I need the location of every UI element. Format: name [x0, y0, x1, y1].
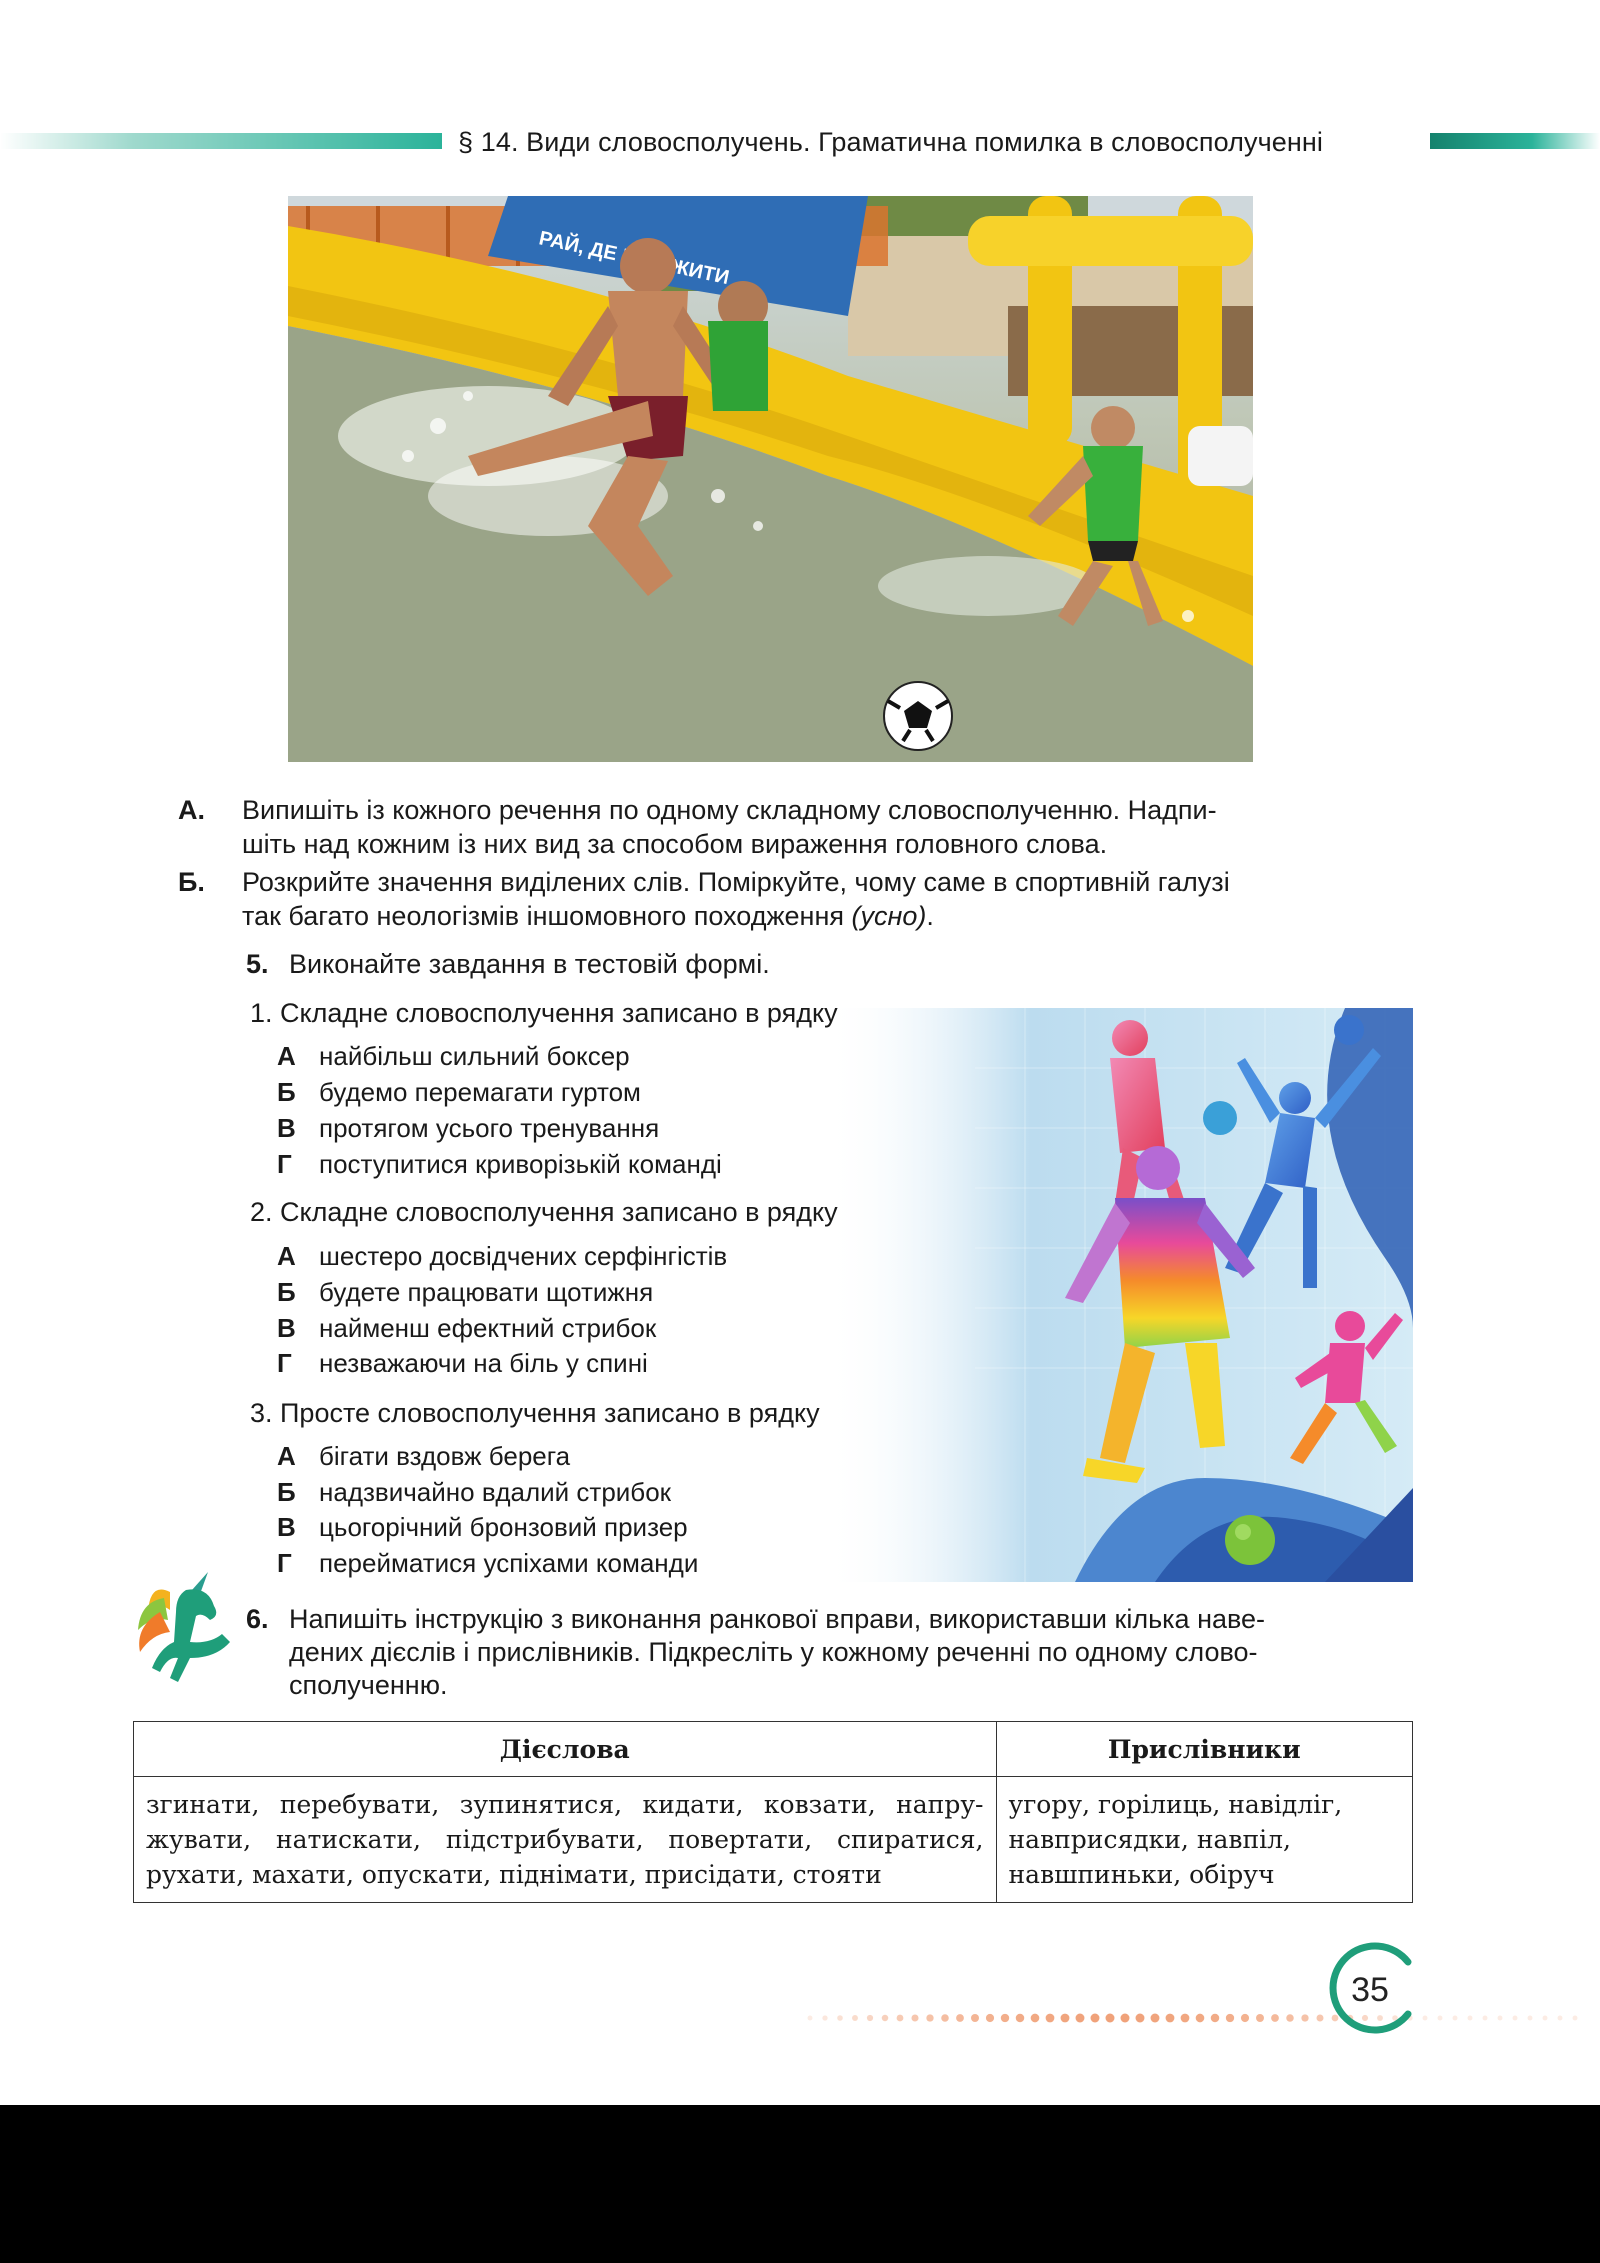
- footer-dot: [852, 2015, 858, 2021]
- question-1-option-h: [277, 1148, 722, 1180]
- question-1-option-v: [277, 1112, 659, 1144]
- unicorn-icon: [130, 1572, 240, 1692]
- option-letter: Б: [277, 1277, 296, 1307]
- footer-dot: [1543, 2016, 1548, 2021]
- task-b-note: (усно): [851, 901, 927, 931]
- header-adverbs: Прислівники: [996, 1722, 1413, 1777]
- footer-dot: [1468, 2016, 1473, 2021]
- footer-dot: [941, 2014, 949, 2022]
- option-letter: А: [277, 1441, 296, 1471]
- question-3-option-a: [277, 1440, 570, 1472]
- option-text: протягом усього тренування: [319, 1113, 660, 1143]
- option-letter: В: [277, 1113, 296, 1143]
- footer-dot: [1226, 2014, 1234, 2022]
- footer-dot: [986, 2014, 994, 2022]
- option-letter: Б: [277, 1077, 296, 1107]
- footer-dot: [1031, 2014, 1040, 2023]
- footer-dot: [1121, 2014, 1130, 2023]
- sports-figures-illustration: [825, 1008, 1413, 1582]
- footer-dot: [1558, 2016, 1563, 2021]
- option-text: незважаючи на біль у спині: [319, 1348, 648, 1378]
- option-text: цьогорічний бронзовий призер: [319, 1512, 688, 1542]
- option-letter: Г: [277, 1548, 292, 1578]
- sports-illustration: [825, 1008, 1413, 1582]
- option-letter: Г: [277, 1348, 292, 1378]
- footer-dot: [956, 2014, 964, 2022]
- option-letter: Г: [277, 1149, 292, 1179]
- footer-dot: [1181, 2014, 1190, 2023]
- option-text: надзвичайно вдалий стрибок: [319, 1477, 672, 1507]
- verbs-adverbs-table: [133, 1721, 1413, 1903]
- question-1-option-b: [277, 1076, 641, 1108]
- option-text: поступитися криворізькій команді: [319, 1149, 722, 1179]
- footer-dot: [1498, 2016, 1503, 2021]
- option-text: будемо перемагати гуртом: [319, 1077, 641, 1107]
- footer-dot: [808, 2016, 813, 2021]
- verbs-line-3: рухати, махати, опускати, піднімати, присідати, стояти: [146, 1860, 882, 1889]
- option-text: шестеро досвідчених серфінгістів: [319, 1241, 728, 1271]
- footer-dot: [1151, 2014, 1160, 2023]
- footer-dot: [1256, 2014, 1264, 2022]
- question-2-option-a: [277, 1240, 727, 1272]
- option-text: перейматися успіхами команди: [319, 1548, 699, 1578]
- footer-dot: [1483, 2016, 1488, 2021]
- verbs-line-2: жувати, натискати, підстрибувати, повертати, спиратися,: [146, 1825, 984, 1854]
- question-1-text: 1. Складне словосполучення записано в рядку: [250, 998, 838, 1028]
- footer-dot: [1573, 2016, 1578, 2021]
- footer-dot: [882, 2015, 889, 2022]
- task-b-label: Б.: [178, 867, 205, 897]
- footer-dot: [1046, 2014, 1055, 2023]
- footer-dot: [1513, 2016, 1518, 2021]
- task-6-line-2: дених дієслів і прислівників. Підкресліть у кожному реченні по одному слово-: [289, 1637, 1258, 1667]
- footer-dot: [1317, 2015, 1324, 2022]
- option-letter: А: [277, 1041, 296, 1071]
- footer-dot: [1528, 2016, 1533, 2021]
- page-number: 35: [1351, 1971, 1389, 2009]
- verbs-line-1: згинати, перебувати, зупинятися, кидати, ковзати, напру-: [146, 1790, 984, 1819]
- footer-dot: [867, 2015, 873, 2021]
- header-verbs: Дієслова: [134, 1722, 997, 1777]
- option-letter: В: [277, 1512, 296, 1542]
- verbs-cell: [134, 1777, 997, 1903]
- footer-dot: [1196, 2014, 1205, 2023]
- footer-dot: [1001, 2014, 1009, 2022]
- option-text: будете працювати щотижня: [319, 1277, 654, 1307]
- task-b-line-2-text: так багато неологізмів іншомовного походження: [242, 901, 852, 931]
- task-b-line-2: [242, 899, 934, 933]
- table-header-row: [134, 1722, 1413, 1777]
- question-2-option-v: [277, 1312, 656, 1344]
- task-a-line-1: Випишіть із кожного речення по одному складному словосполученню. Надпи-: [242, 795, 1217, 825]
- question-3-option-v: [277, 1511, 688, 1543]
- task-6-line-3: сполученню.: [289, 1670, 448, 1700]
- question-2-option-b: [277, 1276, 653, 1308]
- photo-illustration: [288, 196, 1253, 762]
- footer-dot: [1166, 2014, 1175, 2023]
- footer-dots: [800, 2011, 1580, 2025]
- question-2-text: 2. Складне словосполучення записано в рядку: [250, 1197, 838, 1227]
- task-b-end: .: [926, 901, 934, 931]
- task-5-text: Виконайте завдання в тестовій формі.: [289, 949, 770, 979]
- option-text: найменш ефектний стрибок: [319, 1313, 657, 1343]
- footer-dot: [837, 2015, 843, 2021]
- question-2-option-h: [277, 1347, 648, 1379]
- option-text: бігати вздовж берега: [319, 1441, 571, 1471]
- option-text: найбільш сильний боксер: [319, 1041, 630, 1071]
- option-letter: В: [277, 1313, 296, 1343]
- question-1-option-a: [277, 1040, 630, 1072]
- question-3-option-b: [277, 1476, 671, 1508]
- footer-dot: [1136, 2014, 1145, 2023]
- footer-dot: [1453, 2016, 1458, 2021]
- adverbs-line-3: навшпиньки, обіруч: [1008, 1860, 1275, 1889]
- water-football-photo: [288, 196, 1253, 762]
- footer-dot: [926, 2014, 933, 2021]
- footer-dot: [1438, 2016, 1443, 2021]
- footer-dot: [1271, 2014, 1279, 2022]
- footer-dot: [1211, 2014, 1219, 2022]
- option-letter: Б: [277, 1477, 296, 1507]
- photo-banner-text: РАЙ, ДЕ ЖИТИ: [536, 227, 732, 290]
- footer-dot: [1423, 2016, 1428, 2021]
- task-6-line-1: Напишіть інструкцію з виконання ранкової вправи, використавши кілька наве-: [289, 1604, 1266, 1634]
- footer-dot: [1076, 2014, 1085, 2023]
- task-a-label: А.: [178, 795, 205, 825]
- footer-dot: [1301, 2014, 1308, 2021]
- header-bar-left: [0, 133, 442, 149]
- adverbs-line-1: угору, горілиць, навідліг,: [1008, 1790, 1343, 1819]
- footer-dot: [1241, 2014, 1249, 2022]
- footer-dot: [1091, 2014, 1100, 2023]
- footer-dot: [822, 2015, 827, 2020]
- table-row: [134, 1777, 1413, 1903]
- task-a-line-2: шіть над кожним із них вид за способом вираження головного слова.: [242, 829, 1108, 859]
- question-3-option-h: [277, 1547, 698, 1579]
- footer-dot: [971, 2014, 979, 2022]
- adverbs-cell: [996, 1777, 1413, 1903]
- section-title: § 14. Види словосполучень. Граматична помилка в словосполученні: [458, 127, 1323, 157]
- option-letter: А: [277, 1241, 296, 1271]
- footer-dot: [1106, 2014, 1115, 2023]
- footer-dot: [1016, 2014, 1025, 2023]
- task-6-number: 6.: [246, 1604, 269, 1634]
- footer-dot: [911, 2014, 918, 2021]
- header-bar-right: [1430, 133, 1600, 149]
- task-b-line-1: Розкрийте значення виділених слів. Поміркуйте, чому саме в спортивній галузі: [242, 867, 1230, 897]
- footer-dot: [897, 2015, 904, 2022]
- task-5-number: 5.: [246, 949, 269, 979]
- footer-dot: [1286, 2014, 1294, 2022]
- adverbs-line-2: навприсядки, навпіл,: [1008, 1825, 1291, 1854]
- question-3-text: 3. Просте словосполучення записано в рядку: [250, 1398, 820, 1428]
- footer-dot: [1061, 2014, 1070, 2023]
